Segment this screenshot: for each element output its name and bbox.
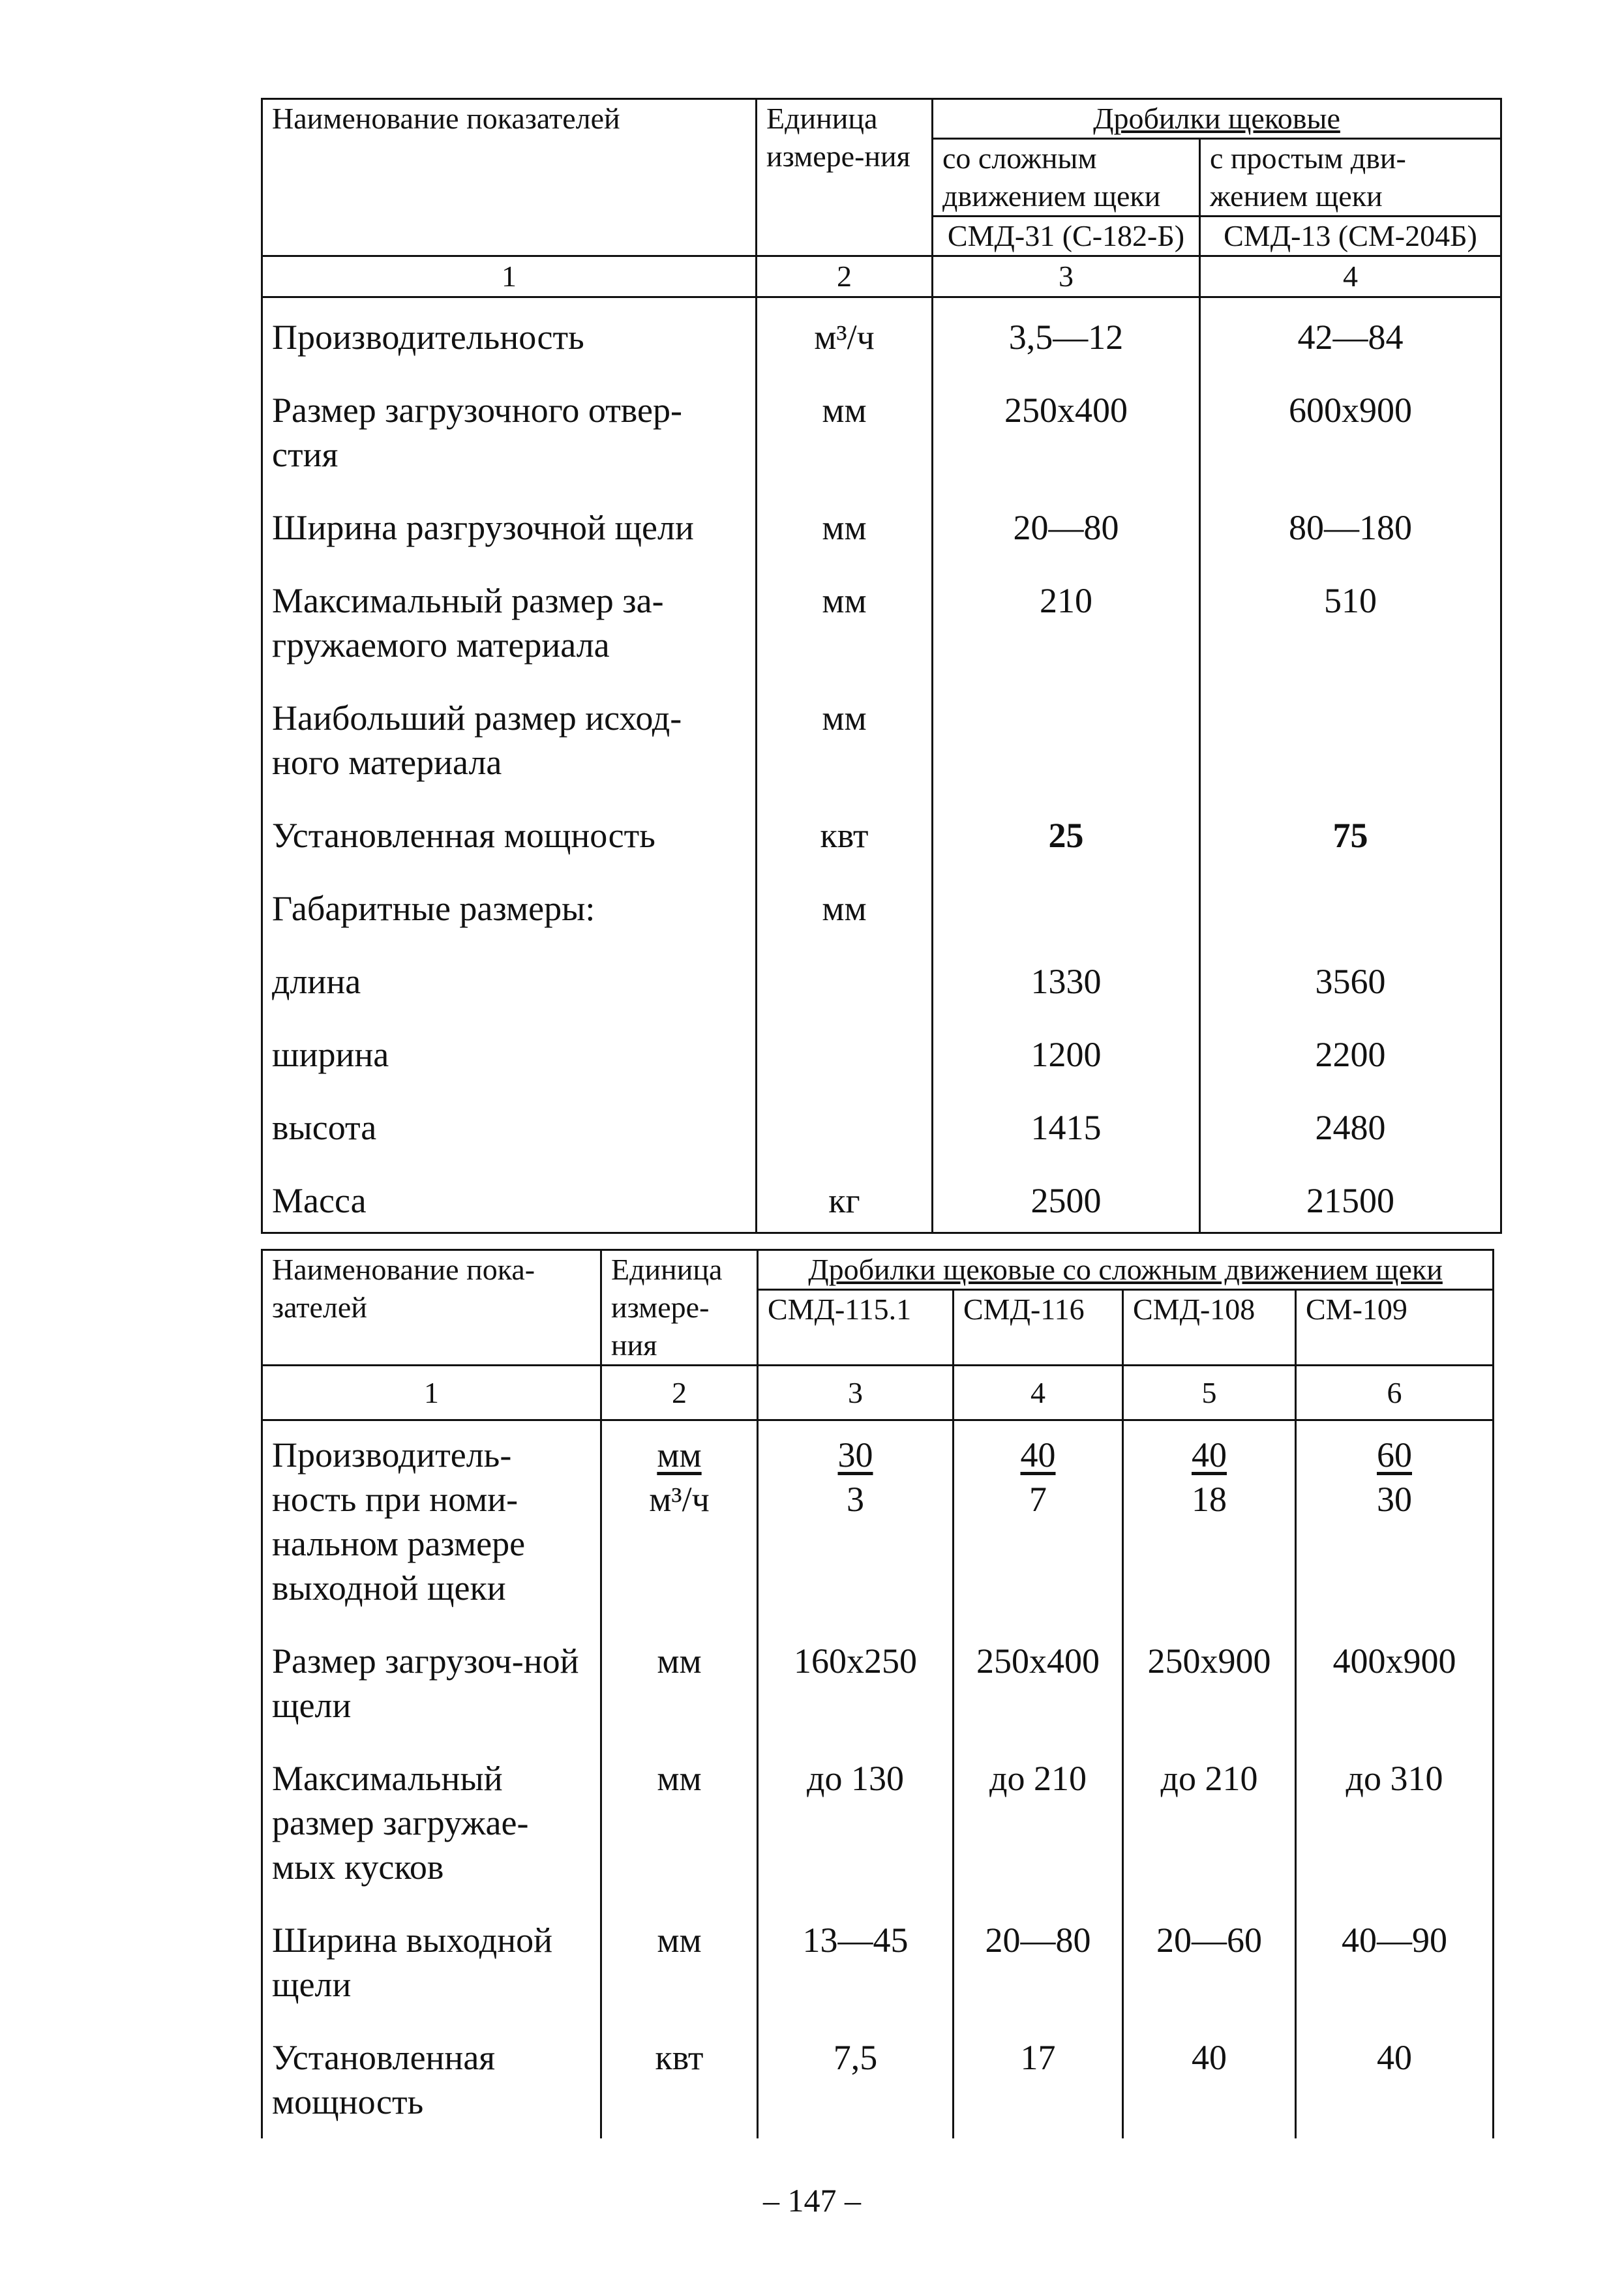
row-value <box>1296 1420 1494 1625</box>
table-row <box>262 799 1501 872</box>
col-number: 2 <box>601 1366 758 1420</box>
row-value: 1200 <box>933 1018 1200 1091</box>
row-value: 21500 <box>1200 1164 1501 1233</box>
row-unit: мм <box>757 564 933 681</box>
row-value: 250x900 <box>1123 1625 1296 1742</box>
fraction-bottom: 7 <box>1029 1480 1047 1519</box>
row-value: до 210 <box>954 1742 1123 1904</box>
table-row <box>262 1625 1494 1742</box>
row-value <box>1200 872 1501 945</box>
row-value: 40 <box>1123 2021 1296 2138</box>
row-value: 40—90 <box>1296 1904 1494 2021</box>
row-unit: квт <box>601 2021 758 2138</box>
row-value <box>1123 1420 1296 1625</box>
table-row <box>262 564 1501 681</box>
row-value: до 130 <box>758 1742 954 1904</box>
col-number: 3 <box>758 1366 954 1420</box>
row-unit <box>757 1091 933 1164</box>
table-row <box>262 297 1501 374</box>
row-name: Максимальный размер загружае-мых кусков <box>262 1742 601 1904</box>
row-unit: мм <box>601 1625 758 1742</box>
row-value: 3,5—12 <box>933 297 1200 374</box>
row-unit <box>601 1420 758 1625</box>
header-name: Наименование показателей <box>262 99 757 256</box>
row-unit: м³/ч <box>757 297 933 374</box>
row-value: 13—45 <box>758 1904 954 2021</box>
row-value: 600x900 <box>1200 374 1501 491</box>
row-name: Габаритные размеры: <box>262 872 757 945</box>
row-value: 20—80 <box>933 491 1200 564</box>
table-row <box>262 872 1501 945</box>
fraction-bottom: 18 <box>1192 1480 1227 1519</box>
col-number: 4 <box>954 1366 1123 1420</box>
row-value: 2480 <box>1200 1091 1501 1164</box>
row-name: Установленная мощность <box>262 799 757 872</box>
row-value: 3560 <box>1200 945 1501 1018</box>
row-value: 250x400 <box>954 1625 1123 1742</box>
table-row <box>262 1164 1501 1233</box>
fraction-bottom: 30 <box>1377 1480 1413 1519</box>
table-row <box>262 1018 1501 1091</box>
row-value: 160x250 <box>758 1625 954 1742</box>
table-row <box>262 681 1501 799</box>
row-value: 1415 <box>933 1091 1200 1164</box>
table-row <box>262 945 1501 1018</box>
row-value <box>954 1420 1123 1625</box>
col-number: 6 <box>1296 1366 1494 1420</box>
header-sub-complex: со сложным движением щеки <box>933 139 1200 217</box>
row-value: 20—80 <box>954 1904 1123 2021</box>
row-unit: мм <box>601 1904 758 2021</box>
header-model: СМД-108 <box>1123 1290 1296 1366</box>
row-value: 510 <box>1200 564 1501 681</box>
header-model: СМ-109 <box>1296 1290 1494 1366</box>
row-name: Ширина разгрузочной щели <box>262 491 757 564</box>
row-name: Производитель-ность при номи-нальном размере выходной щеки <box>262 1420 601 1625</box>
col-number: 5 <box>1123 1366 1296 1420</box>
col-number: 3 <box>933 256 1200 297</box>
row-unit: мм <box>757 491 933 564</box>
row-value: 400x900 <box>1296 1625 1494 1742</box>
row-value: до 310 <box>1296 1742 1494 1904</box>
row-value <box>933 872 1200 945</box>
row-name: Установленная мощность <box>262 2021 601 2138</box>
header-unit: Единица измере-ния <box>601 1250 758 1366</box>
fraction-top: 60 <box>1377 1435 1413 1475</box>
row-name: высота <box>262 1091 757 1164</box>
fraction-top: 30 <box>837 1435 873 1475</box>
row-value: 17 <box>954 2021 1123 2138</box>
row-value: 25 <box>933 799 1200 872</box>
row-unit: мм <box>601 1742 758 1904</box>
crusher-specs-table-1 <box>261 98 1502 1234</box>
table-row <box>262 374 1501 491</box>
row-value: 75 <box>1200 799 1501 872</box>
row-unit <box>757 1018 933 1091</box>
table-row <box>262 1091 1501 1164</box>
header-sub-simple: с простым дви-жением щеки <box>1200 139 1501 217</box>
col-number: 1 <box>262 1366 601 1420</box>
table-row <box>262 1742 1494 1904</box>
row-unit: мм <box>757 681 933 799</box>
col-number: 2 <box>757 256 933 297</box>
table-row <box>262 2021 1494 2138</box>
fraction-top: мм <box>657 1435 702 1475</box>
row-unit: кг <box>757 1164 933 1233</box>
row-value <box>933 681 1200 799</box>
row-value <box>758 1420 954 1625</box>
row-value: 2500 <box>933 1164 1200 1233</box>
row-value: 210 <box>933 564 1200 681</box>
row-value: 80—180 <box>1200 491 1501 564</box>
header-model: СМД-116 <box>954 1290 1123 1366</box>
row-unit: мм <box>757 872 933 945</box>
fraction-top: 40 <box>1020 1435 1056 1475</box>
row-value: 42—84 <box>1200 297 1501 374</box>
row-name: ширина <box>262 1018 757 1091</box>
crusher-specs-table-2 <box>261 1249 1494 2138</box>
header-group: Дробилки щековые <box>933 99 1501 139</box>
row-name: Наибольший размер исход-ного материала <box>262 681 757 799</box>
row-name: длина <box>262 945 757 1018</box>
fraction-top: 40 <box>1192 1435 1227 1475</box>
row-value: 40 <box>1296 2021 1494 2138</box>
row-unit <box>757 945 933 1018</box>
row-value: 2200 <box>1200 1018 1501 1091</box>
row-unit: мм <box>757 374 933 491</box>
row-value: 1330 <box>933 945 1200 1018</box>
table-row <box>262 1904 1494 2021</box>
row-name: Размер загрузочного отвер-стия <box>262 374 757 491</box>
header-model-a: СМД-31 (С-182-Б) <box>933 217 1200 256</box>
row-value: до 210 <box>1123 1742 1296 1904</box>
row-name: Максимальный размер за-гружаемого материала <box>262 564 757 681</box>
row-name: Производительность <box>262 297 757 374</box>
fraction-bottom: 3 <box>847 1480 864 1519</box>
row-name: Масса <box>262 1164 757 1233</box>
row-unit: квт <box>757 799 933 872</box>
header-model-b: СМД-13 (СМ-204Б) <box>1200 217 1501 256</box>
header-unit: Единица измере-ния <box>757 99 933 256</box>
table-row <box>262 491 1501 564</box>
row-value: 20—60 <box>1123 1904 1296 2021</box>
header-group: Дробилки щековые со сложным движением щеки <box>758 1250 1494 1290</box>
row-value <box>1200 681 1501 799</box>
col-number: 4 <box>1200 256 1501 297</box>
fraction-bottom: м³/ч <box>649 1480 710 1519</box>
row-name: Размер загрузоч-ной щели <box>262 1625 601 1742</box>
row-value: 7,5 <box>758 2021 954 2138</box>
row-name: Ширина выходной щели <box>262 1904 601 2021</box>
header-model: СМД-115.1 <box>758 1290 954 1366</box>
col-number: 1 <box>262 256 757 297</box>
row-value: 250x400 <box>933 374 1200 491</box>
page-number: – 147 – <box>763 2182 861 2219</box>
header-name: Наименование пока-зателей <box>262 1250 601 1366</box>
